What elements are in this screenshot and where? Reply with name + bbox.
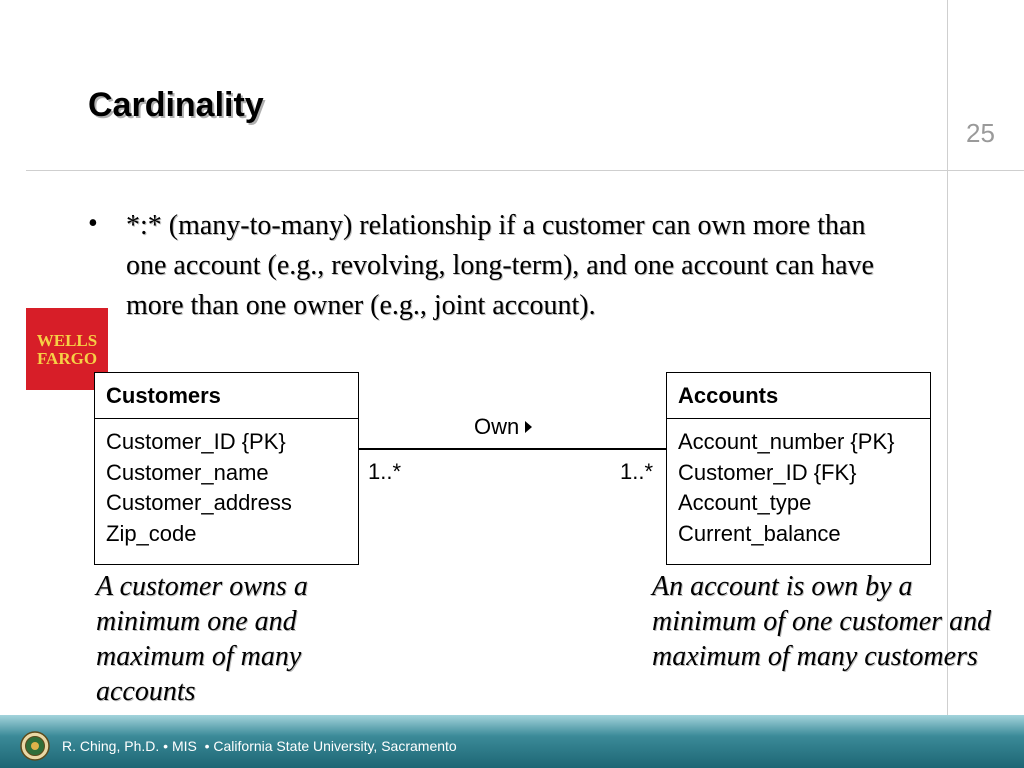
footer-text: R. Ching, Ph.D. • MIS • California State University, Sacramento — [62, 738, 457, 754]
customer-cardinality-note: A customer owns a minimum one and maximum of many accounts — [96, 571, 308, 707]
entity-accounts-attributes — [667, 419, 930, 549]
bullet-dot-icon: • — [88, 208, 98, 239]
entity-attribute: Customer_ID {PK} — [106, 429, 286, 454]
svg-text:WELLS: WELLS — [36, 331, 98, 350]
svg-text:FARGO: FARGO — [36, 349, 98, 368]
entity-attribute: Current_balance — [678, 520, 841, 546]
slide-title: Cardinality — [88, 86, 264, 124]
relationship-name: Own — [474, 414, 520, 439]
relationship-line — [358, 448, 666, 450]
page-number: 25 — [966, 118, 995, 148]
relationship-label — [474, 414, 532, 440]
entity-attribute: Account_type — [678, 490, 812, 515]
direction-arrow-icon — [525, 421, 532, 433]
entity-attribute: Customer_name — [106, 459, 269, 485]
entity-attribute: Zip_code — [106, 520, 197, 546]
entity-attribute: Account_number {PK} — [678, 429, 895, 454]
entity-attribute: Customer_address — [106, 490, 292, 515]
left-multiplicity: 1..* — [368, 459, 402, 484]
entity-attribute: Customer_ID {FK} — [678, 459, 857, 485]
bullet-text: *:* (many-to-many) relationship if a customer can own more than one account (e.g., revolving, long-term), and one account can have more than one owner (e.g., joint account). — [126, 210, 874, 321]
university-seal-icon — [20, 731, 50, 761]
bullet-point — [88, 206, 888, 326]
entity-accounts — [666, 372, 931, 565]
entity-accounts-name: Accounts — [667, 373, 930, 419]
entity-customers — [94, 372, 359, 565]
entity-customers-name: Customers — [95, 373, 358, 419]
account-cardinality-note: An account is own by a minimum of one customer and maximum of many customers — [652, 571, 992, 672]
right-multiplicity: 1..* — [620, 459, 654, 484]
entity-customers-attributes — [95, 419, 358, 549]
title-divider — [26, 170, 1024, 171]
